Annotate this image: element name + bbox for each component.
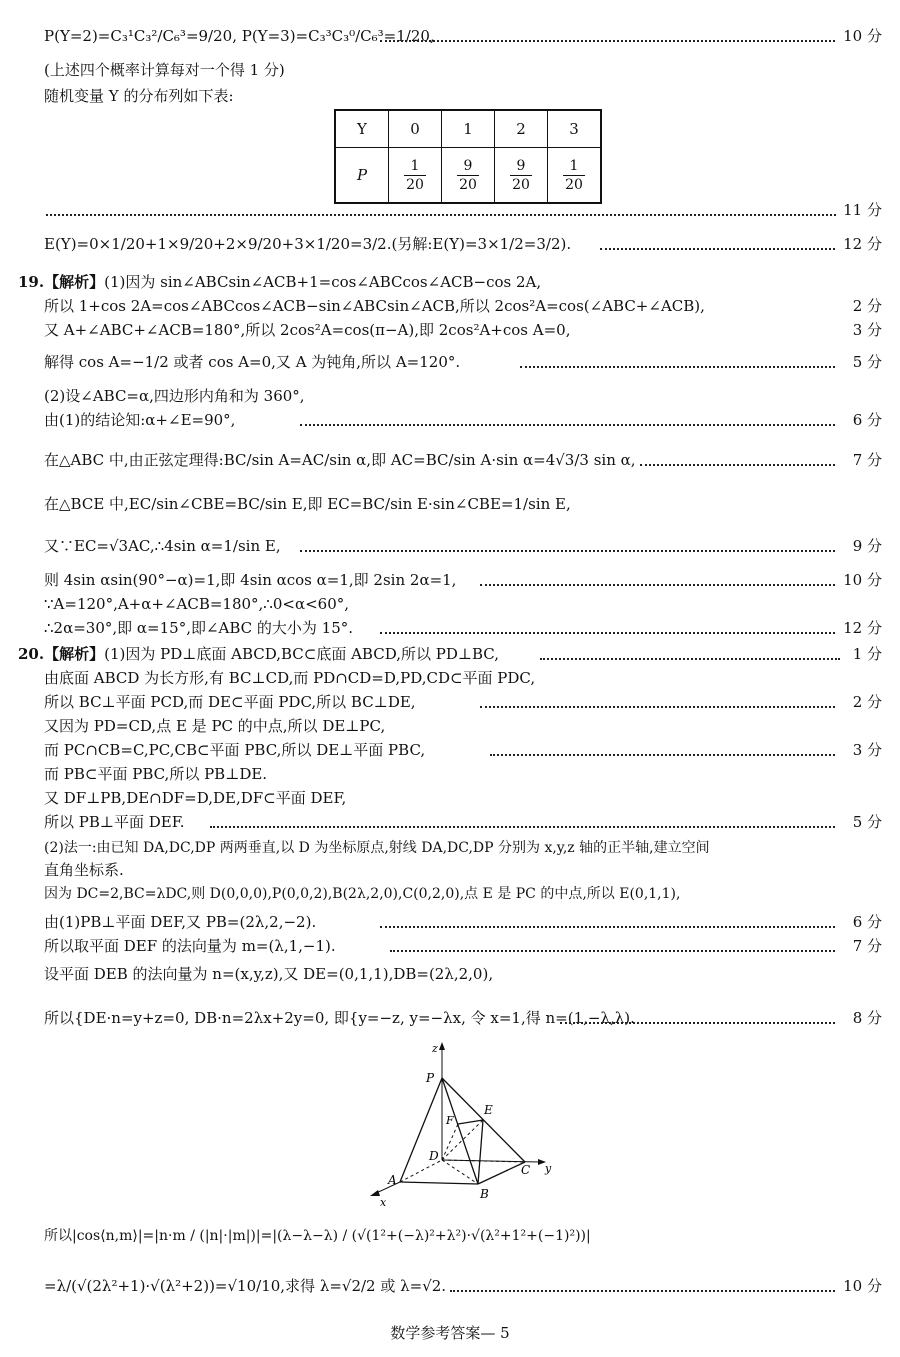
score: 5 分: [852, 353, 882, 371]
edge-PC: [442, 1078, 525, 1162]
dot-leader: [300, 424, 835, 426]
x-arrow: [370, 1190, 380, 1196]
table-intro: 随机变量 Y 的分布列如下表:: [44, 87, 234, 105]
label-E: E: [484, 1103, 493, 1117]
pyramid-figure: [360, 1040, 560, 1210]
dot-leader: [210, 826, 835, 828]
edge-DB: [442, 1160, 478, 1184]
label-C: C: [521, 1163, 531, 1177]
q20-line: 所以 BC⊥平面 PCD,而 DE⊂平面 PDC,所以 BC⊥DE,: [44, 693, 416, 711]
frac-num: 9: [510, 157, 532, 176]
label-D: D: [429, 1149, 439, 1163]
q19-line: 则 4sin αsin(90°−α)=1,即 4sin αcos α=1,即 2sin 2α=1,: [44, 571, 457, 589]
dot-leader: [540, 658, 840, 660]
note-line: (上述四个概率计算每对一个得 1 分): [44, 61, 285, 79]
z-arrow: [439, 1042, 445, 1050]
score: 3 分: [852, 321, 882, 339]
table-cell: 0: [389, 110, 442, 148]
q20-line: (2)法一:由已知 DA,DC,DP 两两垂直,以 D 为坐标原点,射线 DA,DC,DP 分别为 x,y,z 轴的正半轴,建立空间: [44, 840, 710, 856]
label-y: y: [545, 1162, 552, 1175]
edge-EB: [478, 1120, 483, 1184]
dot-leader: [560, 1022, 835, 1024]
dot-leader: [600, 248, 835, 250]
table-cell: 3: [548, 110, 602, 148]
q20-line: 由底面 ABCD 为长方形,有 BC⊥CD,而 PD∩CD=D,PD,CD⊂平面 PDC,: [44, 669, 536, 687]
q20-line: [18, 644, 499, 664]
score: 6 分: [852, 411, 882, 429]
table-cell: 1: [442, 110, 495, 148]
dot-leader: [490, 754, 835, 756]
q19-line: 又∵EC=√3AC,∴4sin α=1/sin E,: [44, 537, 281, 555]
table-cell: P: [335, 148, 389, 204]
q19-line: 解得 cos A=−1/2 或者 cos A=0,又 A 为钝角,所以 A=120°.: [44, 353, 461, 371]
distribution-table: [334, 109, 602, 204]
expectation-line: E(Y)=0×1/20+1×9/20+2×9/20+3×1/20=3/2.(另解:E(Y)=3×1/2=3/2).: [44, 235, 572, 253]
edge-AB: [400, 1182, 478, 1184]
score: 5 分: [852, 813, 882, 831]
q20-line: 而 PB⊂平面 PBC,所以 PB⊥DE.: [44, 765, 268, 783]
score: 10 分: [843, 571, 882, 589]
label-z: z: [432, 1042, 438, 1055]
q19-line: 由(1)的结论知:α+∠E=90°,: [44, 411, 236, 429]
table-cell: 2: [495, 110, 548, 148]
dot-leader: [480, 706, 835, 708]
dot-leader: [520, 366, 835, 368]
score: 1 分: [852, 645, 882, 663]
q20-label: 20.【解析】: [18, 645, 105, 663]
label-P: P: [426, 1071, 435, 1085]
score: 2 分: [852, 693, 882, 711]
q20-line: 所以 PB⊥平面 DEF.: [44, 813, 185, 831]
q19-line: [18, 272, 541, 292]
dot-leader: [480, 584, 835, 586]
q19-line: 在△ABC 中,由正弦定理得:BC/sin A=AC/sin α,即 AC=BC/sin A·sin α=4√3/3 sin α,: [44, 451, 636, 469]
q19-line: 在△BCE 中,EC/sin∠CBE=BC/sin E,即 EC=BC/sin E·sin∠CBE=1/sin E,: [44, 495, 571, 513]
score: 12 分: [843, 235, 882, 253]
frac-den: 20: [565, 176, 583, 193]
q19-text: (1)因为 sin∠ABCsin∠ACB+1=cos∠ABCcos∠ACB−cos 2A,: [104, 273, 542, 291]
edge-PB: [442, 1078, 478, 1184]
frac-den: 20: [406, 176, 424, 193]
edge-BC: [478, 1162, 525, 1184]
score: 9 分: [852, 537, 882, 555]
frac-num: 9: [457, 157, 479, 176]
dot-leader: [380, 40, 835, 42]
q19-line: (2)设∠ABC=α,四边形内角和为 360°,: [44, 387, 305, 405]
score: 11 分: [843, 201, 882, 219]
score: 2 分: [852, 297, 882, 315]
label-A: A: [388, 1173, 397, 1187]
score: 12 分: [843, 619, 882, 637]
table-cell: Y: [335, 110, 389, 148]
dot-leader: [46, 214, 836, 216]
q20-line: 所以取平面 DEF 的法向量为 m=(λ,1,−1).: [44, 937, 336, 955]
q20-line: 因为 DC=2,BC=λDC,则 D(0,0,0),P(0,0,2),B(2λ,2,0),C(0,2,0),点 E 是 PC 的中点,所以 E(0,1,1),: [44, 886, 681, 902]
table-cell: [548, 148, 602, 204]
edge-AD: [400, 1160, 442, 1182]
score: 10 分: [843, 27, 882, 45]
q19-line: ∴2α=30°,即 α=15°,即∠ABC 的大小为 15°.: [44, 619, 354, 637]
frac-num: 1: [563, 157, 585, 176]
label-x: x: [380, 1196, 387, 1209]
dot-leader: [300, 550, 835, 552]
q20-line: 直角坐标系.: [44, 861, 124, 879]
table-cell: [495, 148, 548, 204]
q20-line: 所以|cos⟨n,m⟩|=|n·m / (|n|·|m|)|=|(λ−λ−λ) / (√(1²+(−λ)²+λ²)·√(λ²+1²+(−1)²))|: [44, 1228, 591, 1244]
table-cell: [389, 148, 442, 204]
q19-line: 所以 1+cos 2A=cos∠ABCcos∠ACB−sin∠ABCsin∠ACB,所以 2cos²A=cos(∠ABC+∠ACB),: [44, 297, 705, 315]
edge-DF: [442, 1124, 458, 1160]
q20-line: 设平面 DEB 的法向量为 n=(x,y,z),又 DE=(0,1,1),DB=(2λ,2,0),: [44, 965, 494, 983]
score: 10 分: [843, 1277, 882, 1295]
edge-PA: [400, 1078, 442, 1182]
q20-line: 又因为 PD=CD,点 E 是 PC 的中点,所以 DE⊥PC,: [44, 717, 386, 735]
frac-num: 1: [404, 157, 426, 176]
q20-line: 而 PC∩CB=C,PC,CB⊂平面 PBC,所以 DE⊥平面 PBC,: [44, 741, 426, 759]
dot-leader: [380, 632, 835, 634]
score: 8 分: [852, 1009, 882, 1027]
label-F: F: [446, 1114, 454, 1127]
score: 3 分: [852, 741, 882, 759]
q19-line: 又 A+∠ABC+∠ACB=180°,所以 2cos²A=cos(π−A),即 2cos²A+cos A=0,: [44, 321, 571, 339]
q19-label: 19.【解析】: [18, 273, 105, 291]
frac-den: 20: [459, 176, 477, 193]
label-B: B: [480, 1187, 489, 1201]
q20-line: 由(1)PB⊥平面 DEF,又 PB=(2λ,2,−2).: [44, 913, 317, 931]
score: 6 分: [852, 913, 882, 931]
q20-line: =λ/(√(2λ²+1)·√(λ²+2))=√10/10,求得 λ=√2/2 或 λ=√2.: [44, 1277, 447, 1295]
dot-leader: [450, 1290, 835, 1292]
score: 7 分: [852, 937, 882, 955]
page-footer: 数学参考答案— 5: [390, 1324, 510, 1342]
prob-line: P(Y=2)=C₃¹C₃²/C₆³=9/20, P(Y=3)=C₃³C₃⁰/C₆³=1/20,: [44, 27, 435, 45]
q20-text: (1)因为 PD⊥底面 ABCD,BC⊂底面 ABCD,所以 PD⊥BC,: [104, 645, 499, 663]
q19-line: ∵A=120°,A+α+∠ACB=180°,∴0<α<60°,: [44, 595, 350, 613]
dot-leader: [380, 926, 835, 928]
q20-line: 又 DF⊥PB,DE∩DF=D,DE,DF⊂平面 DEF,: [44, 789, 347, 807]
q20-line: 所以{DE·n=y+z=0, DB·n=2λx+2y=0, 即{y=−z, y=−λx, 令 x=1,得 n=(1,−λ,λ).: [44, 1009, 635, 1027]
edge-FE: [458, 1120, 483, 1124]
dot-leader: [640, 464, 835, 466]
score: 7 分: [852, 451, 882, 469]
frac-den: 20: [512, 176, 530, 193]
table-cell: [442, 148, 495, 204]
dot-leader: [390, 950, 835, 952]
